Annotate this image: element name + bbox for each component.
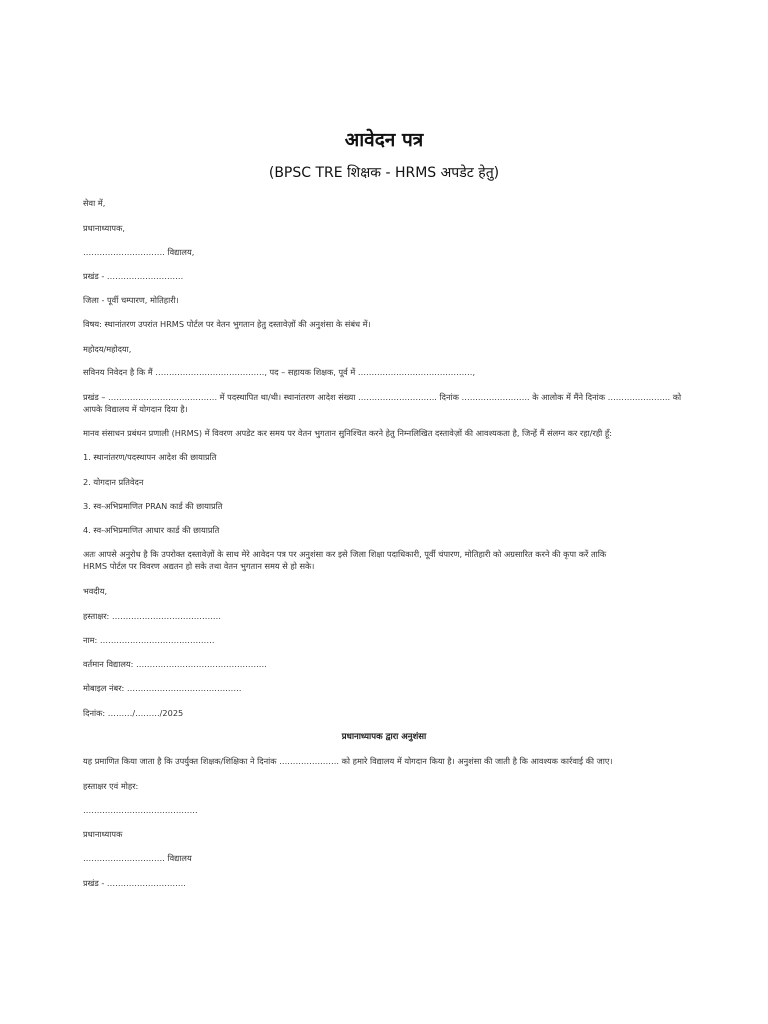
recipient-district: जिला - पूर्वी चम्पारण, मोतिहारी। [83, 295, 179, 305]
applicant-school: वर्तमान विद्यालय: ………………………………………… [83, 659, 267, 669]
salutation-to: सेवा में, [83, 198, 106, 208]
recommendation-block: प्रखंड - ……………………….. [83, 878, 186, 888]
closing: भवदीय, [83, 586, 108, 596]
document-list-item: 3. स्व-अभिप्रमाणित PRAN कार्ड की छायाप्रति [83, 501, 223, 511]
greeting: महोदय/महोदया, [83, 344, 132, 354]
request-line-1: अतः आपसे अनुरोध है कि उपरोक्त दस्तावेज़ों के साथ मेरे आवेदन पत्र पर अनुशंसा कर इसे जिला शिक्षा पदाधिकारी, पूर्वी चंपारण, मोतिहारी को अग्रसारित करने की कृपा करें ताकि [83, 549, 607, 559]
recipient-school: ………………………… विद्यालय, [83, 247, 195, 257]
document-subtitle-text: (BPSC TRE शिक्षक - HRMS अपडेट हेतु) [268, 165, 500, 181]
recommendation-sign-label: हस्ताक्षर एवं मोहर: [83, 781, 139, 791]
document-list-item: 1. स्थानांतरण/पदस्थापन आदेश की छायाप्रति [83, 452, 217, 462]
body-paragraph-2-line-1: प्रखंड – …………………………………. में पदस्थापित था/थी। स्थानांतरण आदेश संख्या ……………………….. दिनांक ……………………. के आलोक में मैंने दिनांक ………………….. को [83, 392, 682, 402]
applicant-signature: हस्ताक्षर: …………………………………. [83, 611, 221, 621]
recommendation-heading: प्रधानाध्यापक द्वारा अनुशंसा [341, 732, 427, 742]
applicant-mobile: मोबाइल नंबर: …………………………………… [83, 683, 242, 693]
recipient: प्रधानाध्यापक, [83, 223, 125, 233]
recommendation-designation: प्रधानाध्यापक [83, 829, 123, 839]
document-title: आवेदन पत्र [344, 129, 424, 151]
subject-line: विषय: स्थानांतरण उपरांत HRMS पोर्टल पर वेतन भुगतान हेतु दस्तावेज़ों की अनुशंसा के संबंध में। [83, 319, 371, 329]
document-subtitle [0, 163, 708, 182]
recommendation-sign-line: …………………………………… [83, 805, 198, 815]
applicant-name: नाम: …………………………………… [83, 635, 215, 645]
body-paragraph-1: सविनय निवेदन है कि मैं …………………………………., पद – सहायक शिक्षक, पूर्व में ……………………………………, [83, 367, 476, 377]
body-paragraph-2-line-2: आपके विद्यालय में योगदान दिया है। [83, 404, 188, 414]
document-list-item: 2. योगदान प्रतिवेदन [83, 477, 144, 487]
body-paragraph-3: मानव संसाधन प्रबंधन प्रणाली (HRMS) में विवरण अपडेट कर समय पर वेतन भुगतान सुनिश्चित करने हेतु निम्नलिखित दस्तावेज़ों की आवश्यकता है, जिन्हें मैं संलग्न कर रहा/रही हूँ: [83, 428, 612, 438]
recipient-block: प्रखंड - ………………………. [83, 271, 184, 281]
document-list-item: 4. स्व-अभिप्रमाणित आधार कार्ड की छायाप्रति [83, 525, 220, 535]
recommendation-school: ………………………… विद्यालय [83, 853, 192, 863]
recommendation-text: यह प्रमाणित किया जाता है कि उपर्युक्त शिक्षक/शिक्षिका ने दिनांक …………………. को हमारे विद्यालय में योगदान किया है। अनुशंसा की जाती है कि आवश्यक कार्रवाई की जाए। [83, 756, 613, 766]
applicant-date: दिनांक: ………/………/2025 [83, 708, 184, 718]
request-line-2: HRMS पोर्टल पर विवरण अद्यतन हो सके तथा वेतन भुगतान समय से हो सके। [83, 561, 315, 571]
